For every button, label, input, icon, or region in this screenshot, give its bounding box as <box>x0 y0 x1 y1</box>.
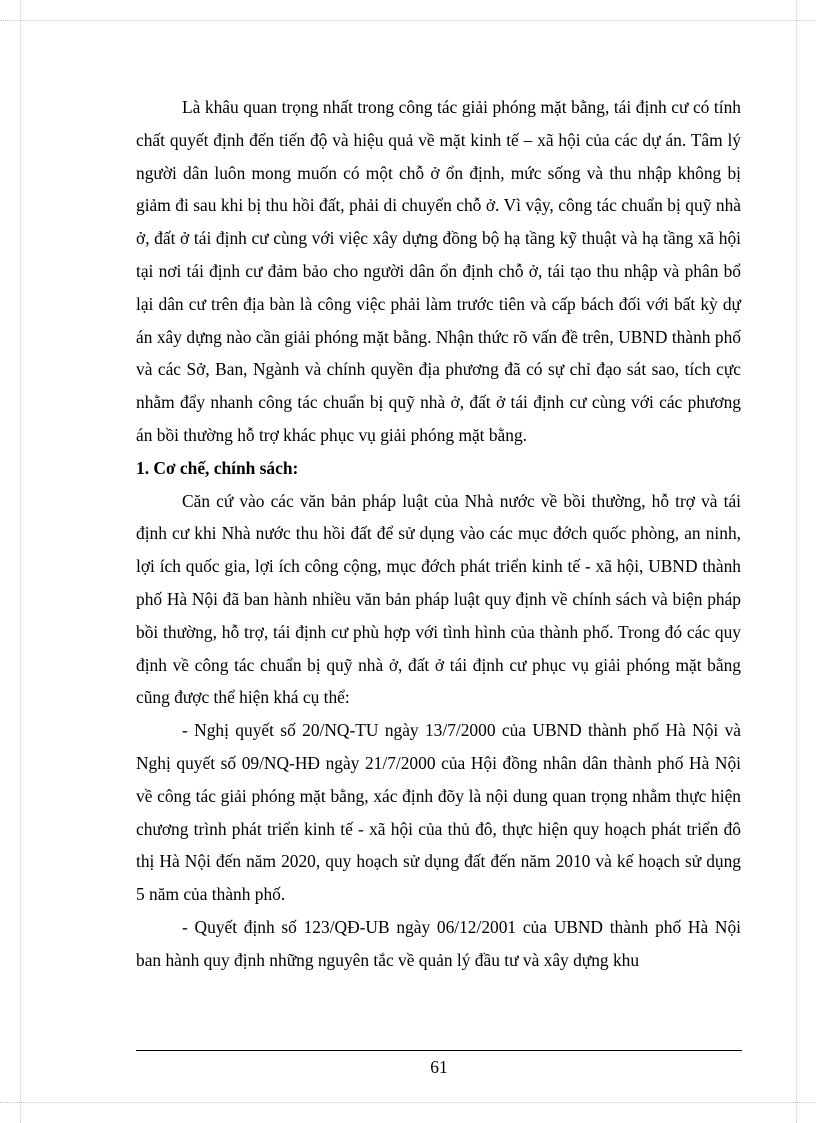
bullet-decision: - Quyết định số 123/QĐ-UB ngày 06/12/2001 của UBND thành phố Hà Nội ban hành quy định những nguyên tắc về quản lý đầu tư và xây dựng khu <box>136 916 741 970</box>
page-frame-guide-top <box>0 20 816 21</box>
page-number: 61 <box>430 1057 448 1077</box>
page-frame-guide-right <box>796 0 797 1123</box>
section-heading: 1. Cơ chế, chính sách: <box>136 457 299 478</box>
page-frame-guide-left <box>20 0 21 1123</box>
footer-rule <box>136 1050 742 1051</box>
page-frame-guide-bottom <box>0 1102 816 1103</box>
body-text <box>136 91 741 977</box>
paragraph-policy: Căn cứ vào các văn bản pháp luật của Nhà nước về bồi thường, hỗ trợ và tái định cư khi Nhà nước thu hồi đất để sử dụng vào các mục đớch quốc phòng, an ninh, lợi ích quốc gia, lợi ích công cộng, mục đớch phát triển kinh tế - xã hội, UBND thành phố Hà Nội đã ban hành nhiều văn bản pháp luật quy định về chính sách và biện pháp bồi thường, hỗ trợ, tái định cư phù hợp với tình hình của thành phố. Trong đó các quy định về công tác chuẩn bị quỹ nhà ở, đất ở tái định cư phục vụ giải phóng mặt bằng cũng được thể hiện khá cụ thể: <box>136 490 741 708</box>
paragraph-intro: Là khâu quan trọng nhất trong công tác giải phóng mặt bằng, tái định cư có tính chất quyết định đến tiến độ và hiệu quả về mặt kinh tế – xã hội của các dự án. Tâm lý người dân luôn mong muốn có một chỗ ở ổn định, mức sống và thu nhập không bị giảm đi sau khi bị thu hồi đất, phải di chuyển chỗ ở. Vì vậy, công tác chuẩn bị quỹ nhà ở, đất ở tái định cư cùng với việc xây dựng đồng bộ hạ tầng kỹ thuật và hạ tầng xã hội tại nơi tái định cư đảm bảo cho người dân ổn định chỗ ở, tái tạo thu nhập và phân bổ lại dân cư trên địa bàn là công việc phải làm trước tiên và cấp bách đối với bất kỳ dự án xây dựng nào cần giải phóng mặt bằng. Nhận thức rõ vấn đề trên, UBND thành phố và các Sở, Ban, Ngành và chính quyền địa phương đã có sự chỉ đạo sát sao, tích cực nhằm đẩy nhanh công tác chuẩn bị quỹ nhà ở, đất ở tái định cư cùng với các phương án bồi thường hỗ trợ khác phục vụ giải phóng mặt bằng. <box>136 97 741 445</box>
bullet-resolution: - Nghị quyết số 20/NQ-TU ngày 13/7/2000 của UBND thành phố Hà Nội và Nghị quyết số 09/NQ-HĐ ngày 21/7/2000 của Hội đồng nhân dân thành phố Hà Nội về công tác giải phóng mặt bằng, xác định đõy là nội dung quan trọng nhằm thực hiện chương trình phát triển kinh tế - xã hội của thủ đô, thực hiện quy hoạch phát triển đô thị Hà Nội đến năm 2020, quy hoạch sử dụng đất đến năm 2010 và kế hoạch sử dụng 5 năm của thành phố. <box>136 720 741 905</box>
